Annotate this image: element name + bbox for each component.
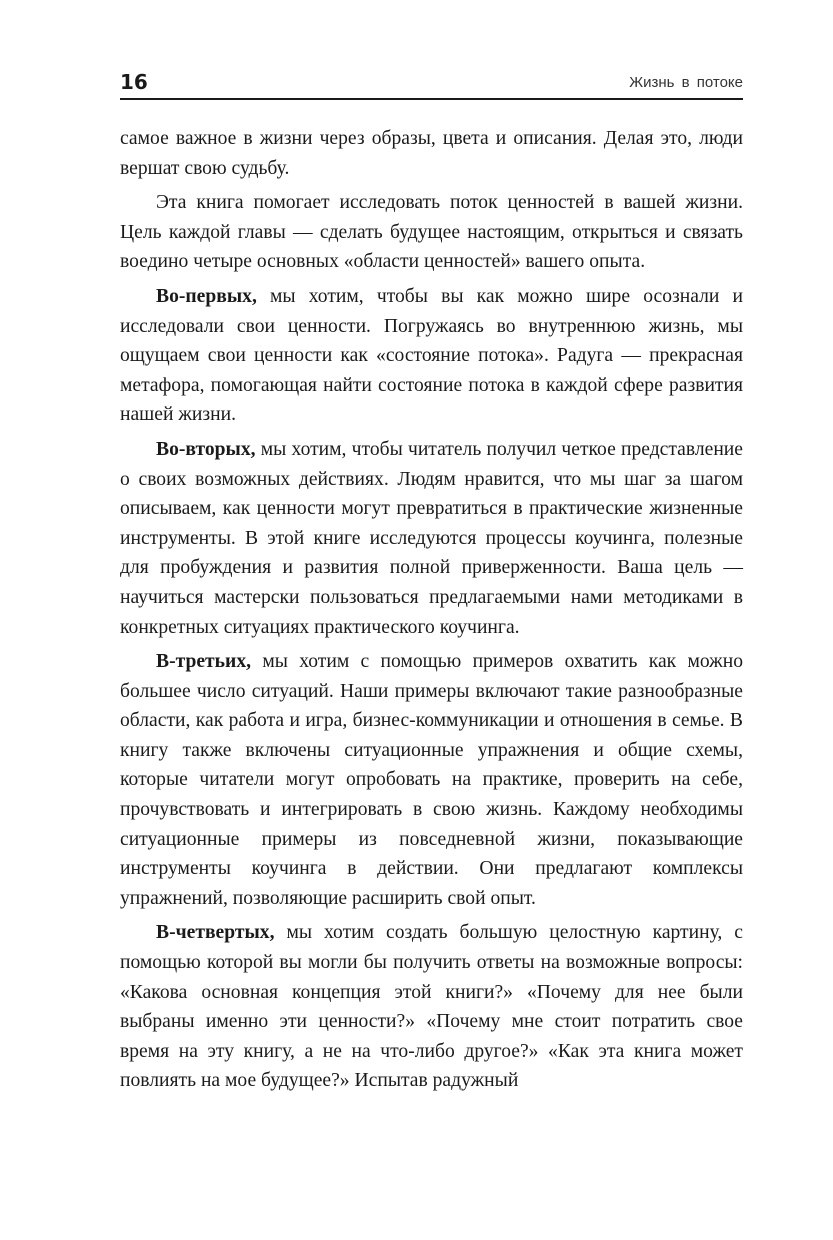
paragraph (120, 435, 743, 642)
page-number: 16 (120, 70, 148, 94)
paragraph (120, 124, 743, 183)
running-head (120, 60, 743, 100)
paragraph-lead: В-четвертых, (156, 922, 275, 944)
body-text (120, 124, 743, 1096)
paragraph-text: мы хотим создать большую целостную картину, с помощью которой вы могли бы получить ответы на возможные вопросы: «Какова основная концепция этой книги?» «Почему для нее были выбраны именно эти ценности?» «Почему мне стоит потратить свое время на эту книгу, а не на что-либо другое?» «Как эта книга может повлиять на мое будущее?» Испытав радужный (120, 922, 743, 1092)
paragraph (120, 647, 743, 913)
paragraph-text: Эта книга помогает исследовать поток ценностей в вашей жизни. Цель каждой главы — сделать будущее настоящим, открыться и связать воедино четыре основных «области ценностей» вашего опыта. (120, 192, 743, 273)
running-title: Жизнь в потоке (629, 74, 743, 91)
book-page (120, 60, 743, 1101)
paragraph (120, 188, 743, 277)
paragraph-text: мы хотим, чтобы читатель получил четкое представление о своих возможных действиях. Людям нравится, что мы шаг за шагом описываем, как ценности могут превратиться в практические жизненные инструменты. В этой книге исследуются процессы коучинга, полезные для пробуждения и развития полной приверженности. Ваша цель — научиться мастерски пользоваться предлагаемыми нами методиками в конкретных ситуациях практического коучинга. (120, 438, 743, 638)
paragraph-text: самое важное в жизни через образы, цвета и описания. Делая это, люди вершат свою судьбу. (120, 128, 743, 179)
paragraph (120, 918, 743, 1096)
paragraph-lead: В-третьих, (156, 651, 252, 673)
paragraph-lead: Во-первых, (156, 285, 257, 307)
paragraph (120, 282, 743, 430)
paragraph-text: мы хотим с помощью примеров охватить как можно большее число ситуаций. Наши примеры включают такие разнообразные области, как работа и игра, бизнес-коммуникации и отношения в семье. В книгу также включены ситуационные упражнения и общие схемы, которые читатели могут опробовать на практике, проверить на себе, прочувствовать и интегрировать в свою жизнь. Каждому необходимы ситуационные примеры из повседневной жизни, показывающие инструменты коучинга в действии. Они предлагают комплексы упражнений, позволяющие расширить свой опыт. (120, 651, 743, 909)
paragraph-text: мы хотим, чтобы вы как можно шире осознали и исследовали свои ценности. Погружаясь во внутреннюю жизнь, мы ощущаем свои ценности как «состояние потока». Радуга — прекрасная метафора, помогающая найти состояние потока в каждой сфере развития нашей жизни. (120, 285, 743, 426)
paragraph-lead: Во-вторых, (156, 438, 256, 460)
